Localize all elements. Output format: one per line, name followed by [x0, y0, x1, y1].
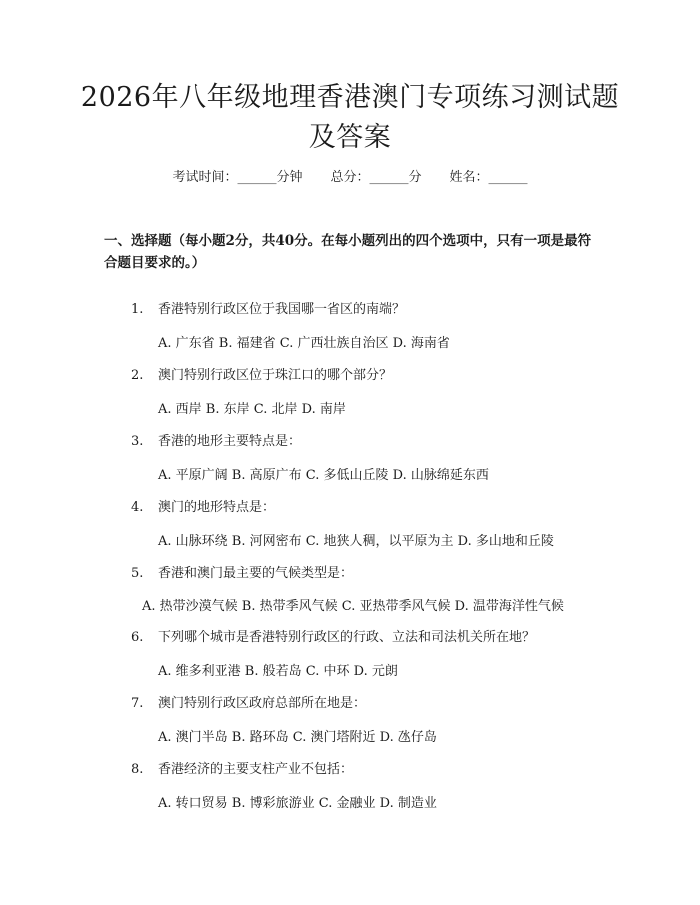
- question-options: A. 西岸 B. 东岸 C. 北岸 D. 南岸: [158, 402, 346, 417]
- question-stem: [104, 498, 624, 518]
- student-name-field: 姓名：______: [449, 170, 528, 185]
- question-stem: [104, 564, 624, 584]
- section-heading: 一、选择题（每小题2分，共40分。在每小题列出的四个选项中，只有一项是最符合题目要求的。）: [104, 233, 592, 271]
- question-options: A. 维多利亚港 B. 般若岛 C. 中环 D. 元朗: [158, 664, 398, 679]
- question-list: [104, 300, 624, 826]
- question-number: 1.: [131, 302, 144, 317]
- question-text: 澳门的地形特点是：: [158, 500, 276, 515]
- question-options: A. 平原广阔 B. 高原广布 C. 多低山丘陵 D. 山脉绵延东西: [158, 468, 489, 483]
- question-stem: [104, 432, 624, 452]
- question-item: [104, 564, 624, 618]
- question-options: A. 热带沙漠气候 B. 热带季风气候 C. 亚热带季风气候 D. 温带海洋性气候: [142, 599, 564, 614]
- exam-time-field: 考试时间：______分钟: [172, 170, 303, 185]
- title-line-1: 2026年八年级地理香港澳门专项练习测试题: [80, 82, 620, 113]
- question-stem: [104, 300, 624, 320]
- question-options: A. 转口贸易 B. 博彩旅游业 C. 金融业 D. 制造业: [158, 796, 437, 811]
- question-stem: [104, 628, 624, 648]
- question-item: [104, 432, 624, 486]
- question-number: 3.: [131, 434, 144, 449]
- question-item: [104, 498, 624, 552]
- question-stem: [104, 366, 624, 386]
- total-score-field: 总分：______分: [330, 170, 422, 185]
- document-title: [60, 78, 640, 158]
- exam-meta: [0, 168, 700, 188]
- question-stem: [104, 694, 624, 714]
- question-number: 6.: [131, 630, 144, 645]
- question-number: 5.: [131, 566, 144, 581]
- question-item: [104, 628, 624, 682]
- question-text: 澳门特别行政区位于珠江口的哪个部分？: [158, 368, 393, 383]
- question-item: [104, 760, 624, 814]
- title-line-2: 及答案: [308, 122, 392, 153]
- question-text: 香港特别行政区位于我国哪一省区的南端？: [158, 302, 406, 317]
- question-text: 香港的地形主要特点是：: [158, 434, 302, 449]
- question-options: A. 广东省 B. 福建省 C. 广西壮族自治区 D. 海南省: [158, 336, 450, 351]
- question-item: [104, 694, 624, 748]
- question-text: 香港和澳门最主要的气候类型是：: [158, 566, 354, 581]
- question-options: A. 澳门半岛 B. 路环岛 C. 澳门塔附近 D. 氹仔岛: [158, 730, 437, 745]
- question-number: 4.: [131, 500, 144, 515]
- question-text: 澳门特别行政区政府总部所在地是：: [158, 696, 367, 711]
- question-text: 下列哪个城市是香港特别行政区的行政、立法和司法机关所在地？: [158, 630, 536, 645]
- question-stem: [104, 760, 624, 780]
- question-text: 香港经济的主要支柱产业不包括：: [158, 762, 354, 777]
- question-number: 7.: [131, 696, 144, 711]
- question-options: A. 山脉环绕 B. 河网密布 C. 地狭人稠，以平原为主 D. 多山地和丘陵: [158, 534, 554, 549]
- question-number: 2.: [131, 368, 144, 383]
- question-number: 8.: [131, 762, 144, 777]
- question-item: [104, 366, 624, 420]
- question-item: [104, 300, 624, 354]
